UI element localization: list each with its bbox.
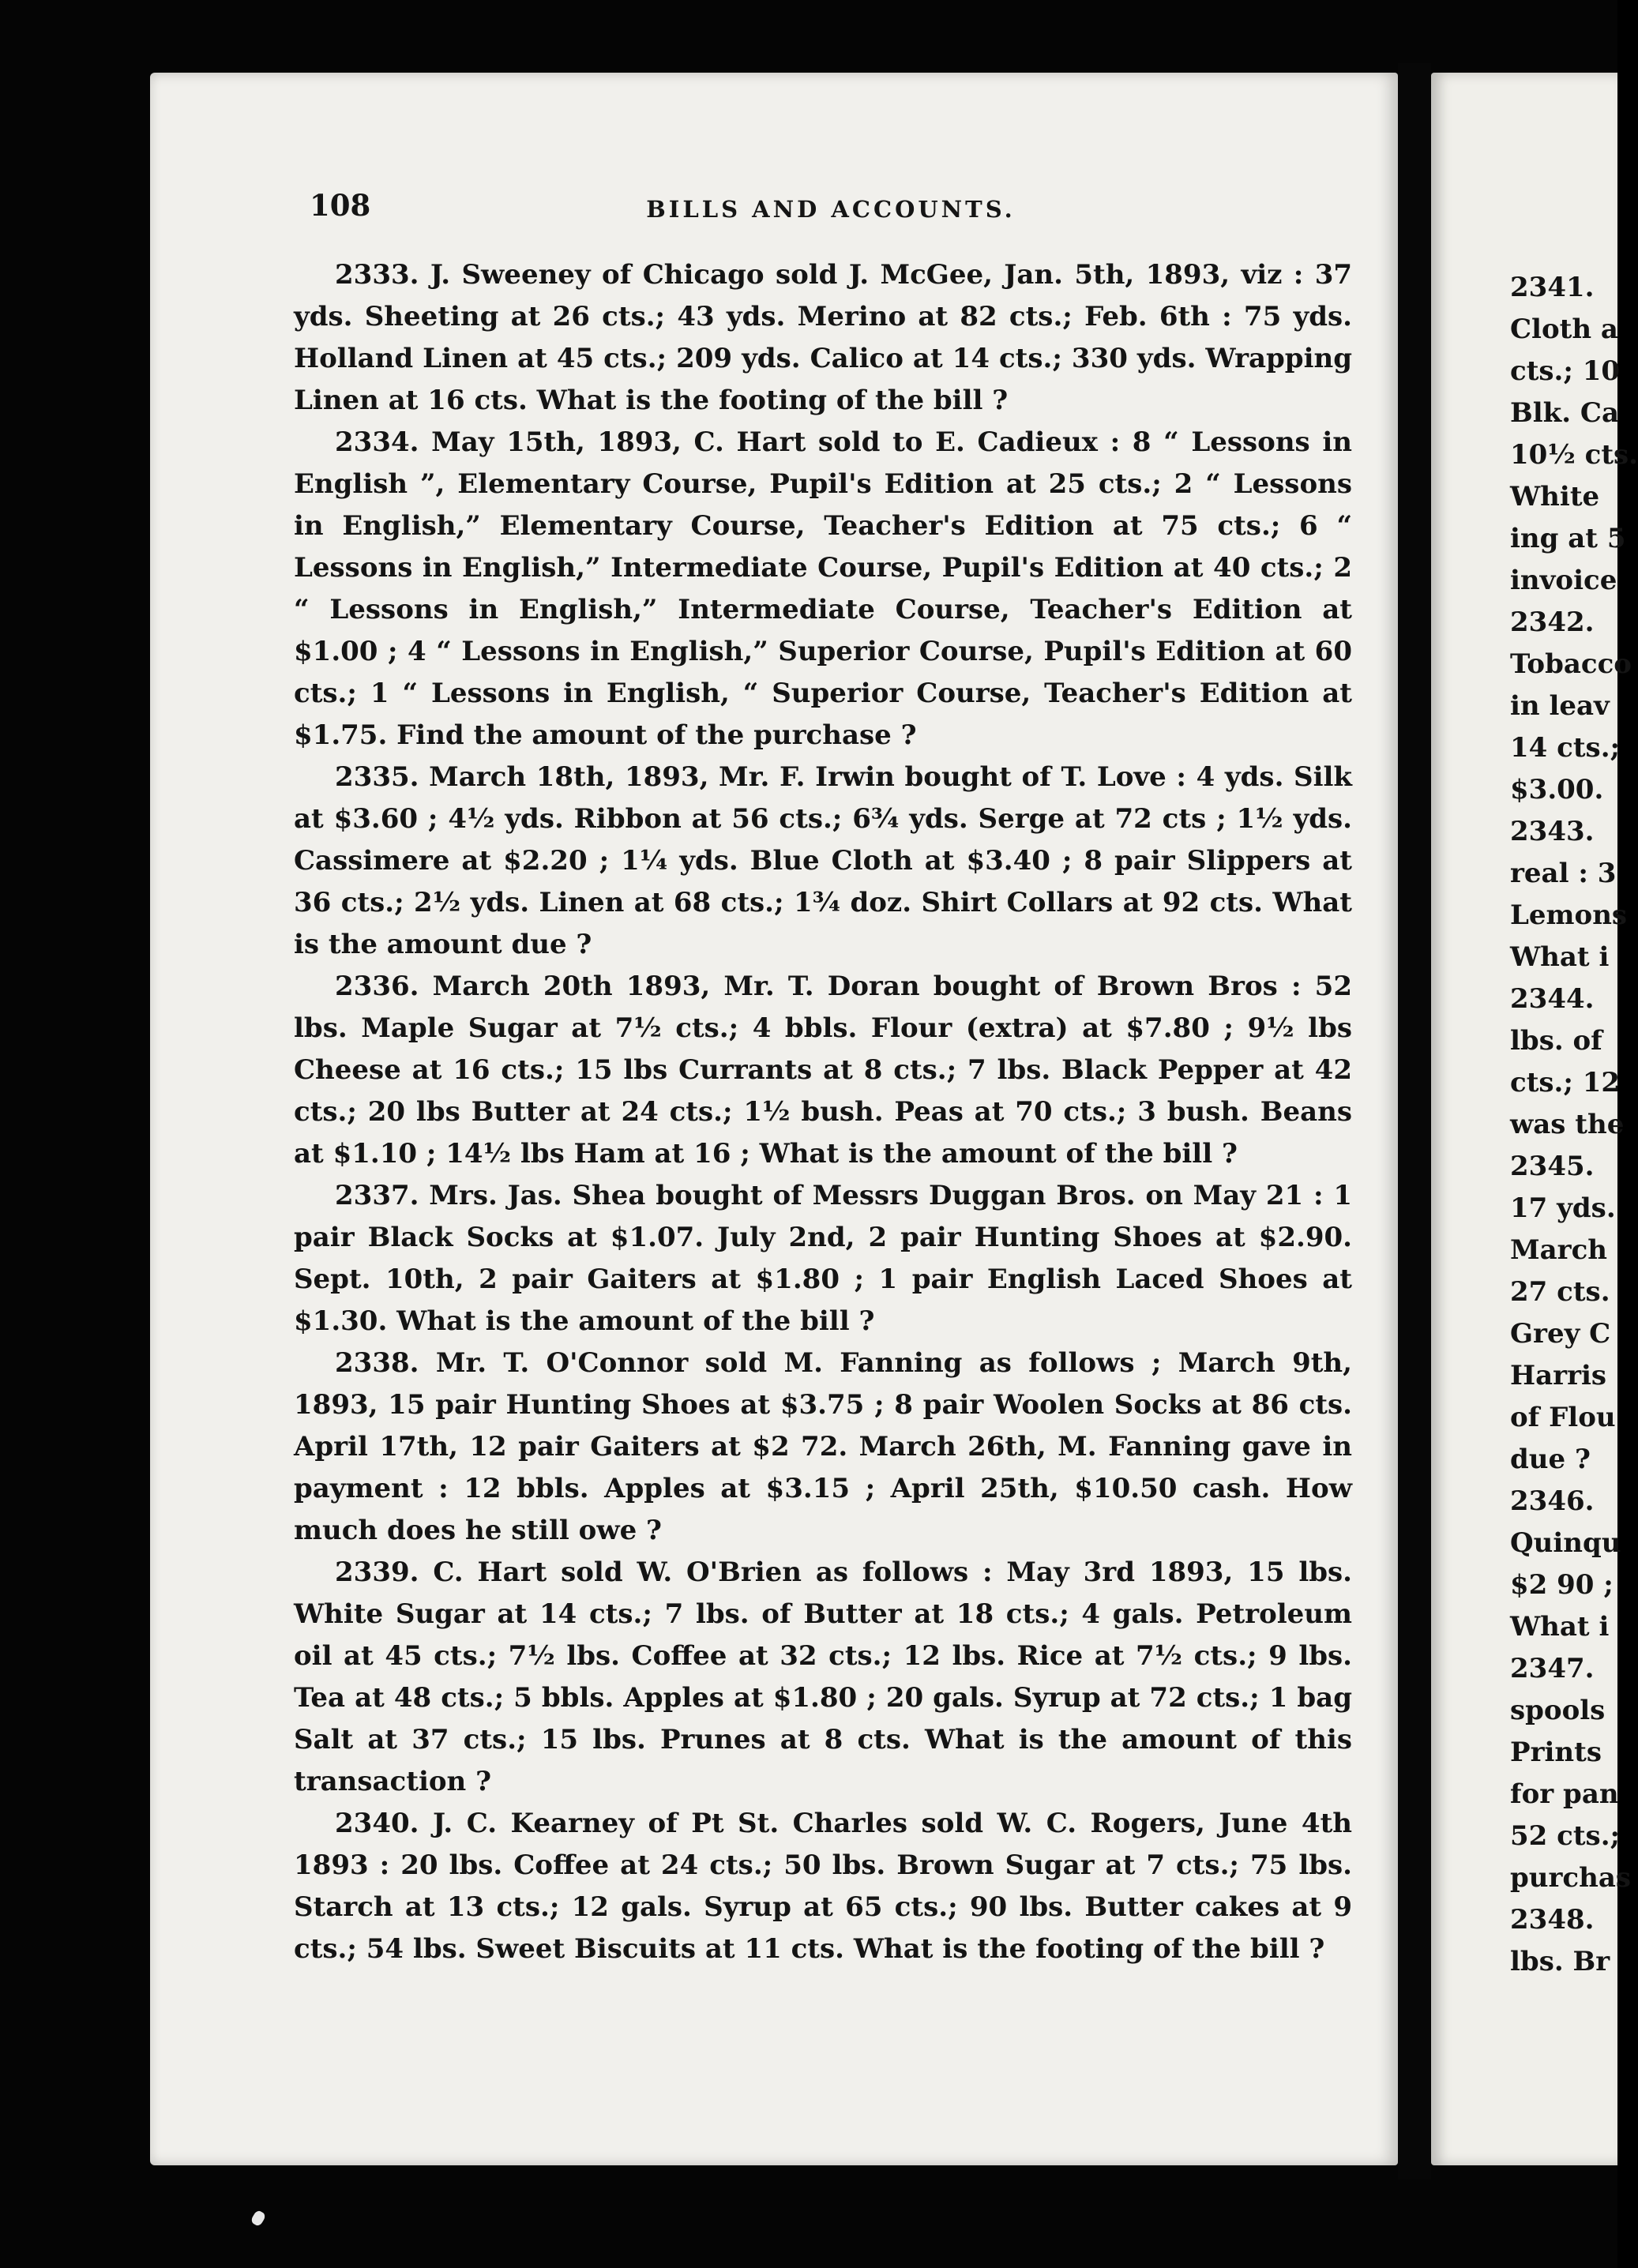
- problem-number: 2338.: [335, 1347, 419, 1379]
- problem-number: 2334.: [335, 426, 419, 458]
- right-fragment-line: Prints: [1510, 1737, 1602, 1768]
- problem-2337: [294, 1175, 1352, 1342]
- right-fragment-line: 2343.: [1510, 816, 1595, 847]
- right-fragment-line: Grey C: [1510, 1318, 1611, 1350]
- right-fragment-line: due ?: [1510, 1444, 1591, 1475]
- problem-text: May 15th, 1893, C. Hart sold to E. Cadieux : 8 “ Lessons in English ”, Elementary Course, Pupil's Edition at 25 cts.; 2 “ Lessons in English,” Elementary Course, Teacher's Edition at 75 cts.; 6 “ Lessons in English,” Intermediate Course, Pupil's Edition at 40 cts.; 2 “ Lessons in English,” Intermediate Course, Teacher's Edition at $1.00 ; 4 “ Lessons in English,” Superior Course, Pupil's Edition at 60 cts.; 1 “ Lessons in English, “ Superior Course, Teacher's Edition at $1.75. Find the amount of the purchase ?: [294, 426, 1352, 751]
- right-fragment-line: 14 cts.;: [1510, 732, 1621, 764]
- right-fragment-line: $2 90 ;: [1510, 1569, 1614, 1601]
- problem-text: Mr. T. O'Connor sold M. Fanning as follows ; March 9th, 1893, 15 pair Hunting Shoes at $3.75 ; 8 pair Woolen Socks at 86 cts. April 17th, 12 pair Gaiters at $2 72. March 26th, M. Fanning gave in payment : 12 bbls. Apples at $3.15 ; April 25th, $10.50 cash. How much does he still owe ?: [294, 1347, 1352, 1546]
- right-fragment-line: March: [1510, 1234, 1608, 1266]
- right-fragment-line: of Flou: [1510, 1402, 1616, 1433]
- right-fragment-line: Cloth a: [1510, 314, 1618, 345]
- problem-text: March 18th, 1893, Mr. F. Irwin bought of T. Love : 4 yds. Silk at $3.60 ; 4½ yds. Ribbon at 56 cts.; 6¾ yds. Serge at 72 cts ; 1½ yds. Cassimere at $2.20 ; 1¼ yds. Blue Cloth at $3.40 ; 8 pair Slippers at 36 cts.; 2½ yds. Linen at 68 cts.; 1¾ doz. Shirt Collars at 92 cts. What is the amount due ?: [294, 761, 1352, 960]
- problem-number: 2336.: [335, 971, 419, 1002]
- right-fragment-line: lbs. of: [1510, 1025, 1602, 1057]
- right-fragment-line: Lemons: [1510, 899, 1628, 931]
- problem-2340: [294, 1803, 1352, 1970]
- problem-2339: [294, 1552, 1352, 1803]
- problem-number: 2337.: [335, 1180, 419, 1211]
- page-header: [310, 188, 1352, 229]
- right-fragment-line: What i: [1510, 941, 1610, 973]
- problem-number: 2333.: [335, 259, 419, 291]
- problem-2335: [294, 757, 1352, 966]
- book-gutter: [1398, 63, 1431, 2180]
- running-title: BILLS AND ACCOUNTS.: [646, 196, 1016, 223]
- problem-text: J. C. Kearney of Pt St. Charles sold W. C. Rogers, June 4th 1893 : 20 lbs. Coffee at 24 cts.; 50 lbs. Brown Sugar at 7 cts.; 75 lbs. Starch at 13 cts.; 12 gals. Syrup at 65 cts.; 90 lbs. Butter cakes at 9 cts.; 54 lbs. Sweet Biscuits at 11 cts. What is the footing of the bill ?: [294, 1808, 1353, 1965]
- problem-text: C. Hart sold W. O'Brien as follows : May 3rd 1893, 15 lbs. White Sugar at 14 cts.; 7 lbs. of Butter at 18 cts.; 4 gals. Petroleum oil at 45 cts.; 7½ lbs. Coffee at 32 cts.; 12 lbs. Rice at 7½ cts.; 9 lbs. Tea at 48 cts.; 5 bbls. Apples at $1.80 ; 20 gals. Syrup at 72 cts.; 1 bag Salt at 37 cts.; 15 lbs. Prunes at 8 cts. What is the amount of this transaction ?: [294, 1556, 1352, 1797]
- problem-list: [294, 254, 1352, 1970]
- problem-2336: [294, 966, 1352, 1175]
- right-fragment-line: for pan: [1510, 1778, 1619, 1810]
- right-fragment-line: 2344.: [1510, 983, 1595, 1015]
- right-fragment-line: 2345.: [1510, 1151, 1595, 1182]
- right-fragment-line: 2342.: [1510, 606, 1595, 638]
- right-fragment-line: 52 cts.;: [1510, 1820, 1621, 1852]
- right-fragment-line: 10½ cts.: [1510, 439, 1638, 471]
- right-fragment-line: 27 cts.: [1510, 1276, 1610, 1308]
- problem-2333: [294, 254, 1352, 422]
- right-fragment-line: invoice: [1510, 565, 1617, 596]
- right-fragment-line: real : 3: [1510, 858, 1617, 889]
- right-fragment-line: 2346.: [1510, 1485, 1595, 1517]
- problem-text: Mrs. Jas. Shea bought of Messrs Duggan Bros. on May 21 : 1 pair Black Socks at $1.07. July 2nd, 2 pair Hunting Shoes at $2.90. Sept. 10th, 2 pair Gaiters at $1.80 ; 1 pair English Laced Shoes at $1.30. What is the amount of the bill ?: [294, 1180, 1352, 1337]
- right-fragment-line: lbs. Br: [1510, 1946, 1610, 1977]
- right-fragment-line: 2348.: [1510, 1904, 1595, 1936]
- right-fragment-line: Quinqu: [1510, 1527, 1621, 1559]
- right-fragment-line: was the: [1510, 1109, 1625, 1140]
- right-fragment-line: White: [1510, 481, 1600, 513]
- right-fragment-line: Blk. Ca: [1510, 397, 1619, 429]
- right-fragment-line: What i: [1510, 1611, 1610, 1643]
- right-fragment-line: in leav: [1510, 690, 1610, 722]
- problem-text: J. Sweeney of Chicago sold J. McGee, Jan. 5th, 1893, viz : 37 yds. Sheeting at 26 cts.; 43 yds. Merino at 82 cts.; Feb. 6th : 75 yds. Holland Linen at 45 cts.; 209 yds. Calico at 14 cts.; 330 yds. Wrapping Linen at 16 cts. What is the footing of the bill ?: [294, 259, 1353, 416]
- right-fragment-line: $3.00.: [1510, 774, 1604, 805]
- right-fragment-line: 17 yds.: [1510, 1192, 1616, 1224]
- right-fragment-line: 2341.: [1510, 272, 1595, 303]
- right-fragment-line: ing at 5: [1510, 523, 1626, 554]
- problem-2338: [294, 1342, 1352, 1552]
- right-fragment-line: purchas: [1510, 1862, 1631, 1894]
- right-fragment-line: cts.; 12: [1510, 1067, 1621, 1098]
- problem-number: 2335.: [335, 761, 419, 793]
- right-fragment-line: spools: [1510, 1695, 1606, 1726]
- right-fragment-line: Tobacco: [1510, 648, 1632, 680]
- problem-2334: [294, 422, 1352, 757]
- right-fragment-line: 2347.: [1510, 1653, 1595, 1684]
- problem-number: 2340.: [335, 1808, 419, 1839]
- page-number: 108: [310, 188, 371, 223]
- problem-number: 2339.: [335, 1556, 419, 1588]
- problem-text: March 20th 1893, Mr. T. Doran bought of Brown Bros : 52 lbs. Maple Sugar at 7½ cts.; 4 bbls. Flour (extra) at $7.80 ; 9½ lbs Cheese at 16 cts.; 15 lbs Currants at 8 cts.; 7 lbs. Black Pepper at 42 cts.; 20 lbs Butter at 24 cts.; 1½ bush. Peas at 70 cts.; 3 bush. Beans at $1.10 ; 14½ lbs Ham at 16 ; What is the amount of the bill ?: [294, 971, 1352, 1170]
- right-fragment-line: cts.; 10: [1510, 355, 1621, 387]
- right-page-text-fragments: [1510, 267, 1638, 1983]
- right-fragment-line: Harris: [1510, 1360, 1607, 1391]
